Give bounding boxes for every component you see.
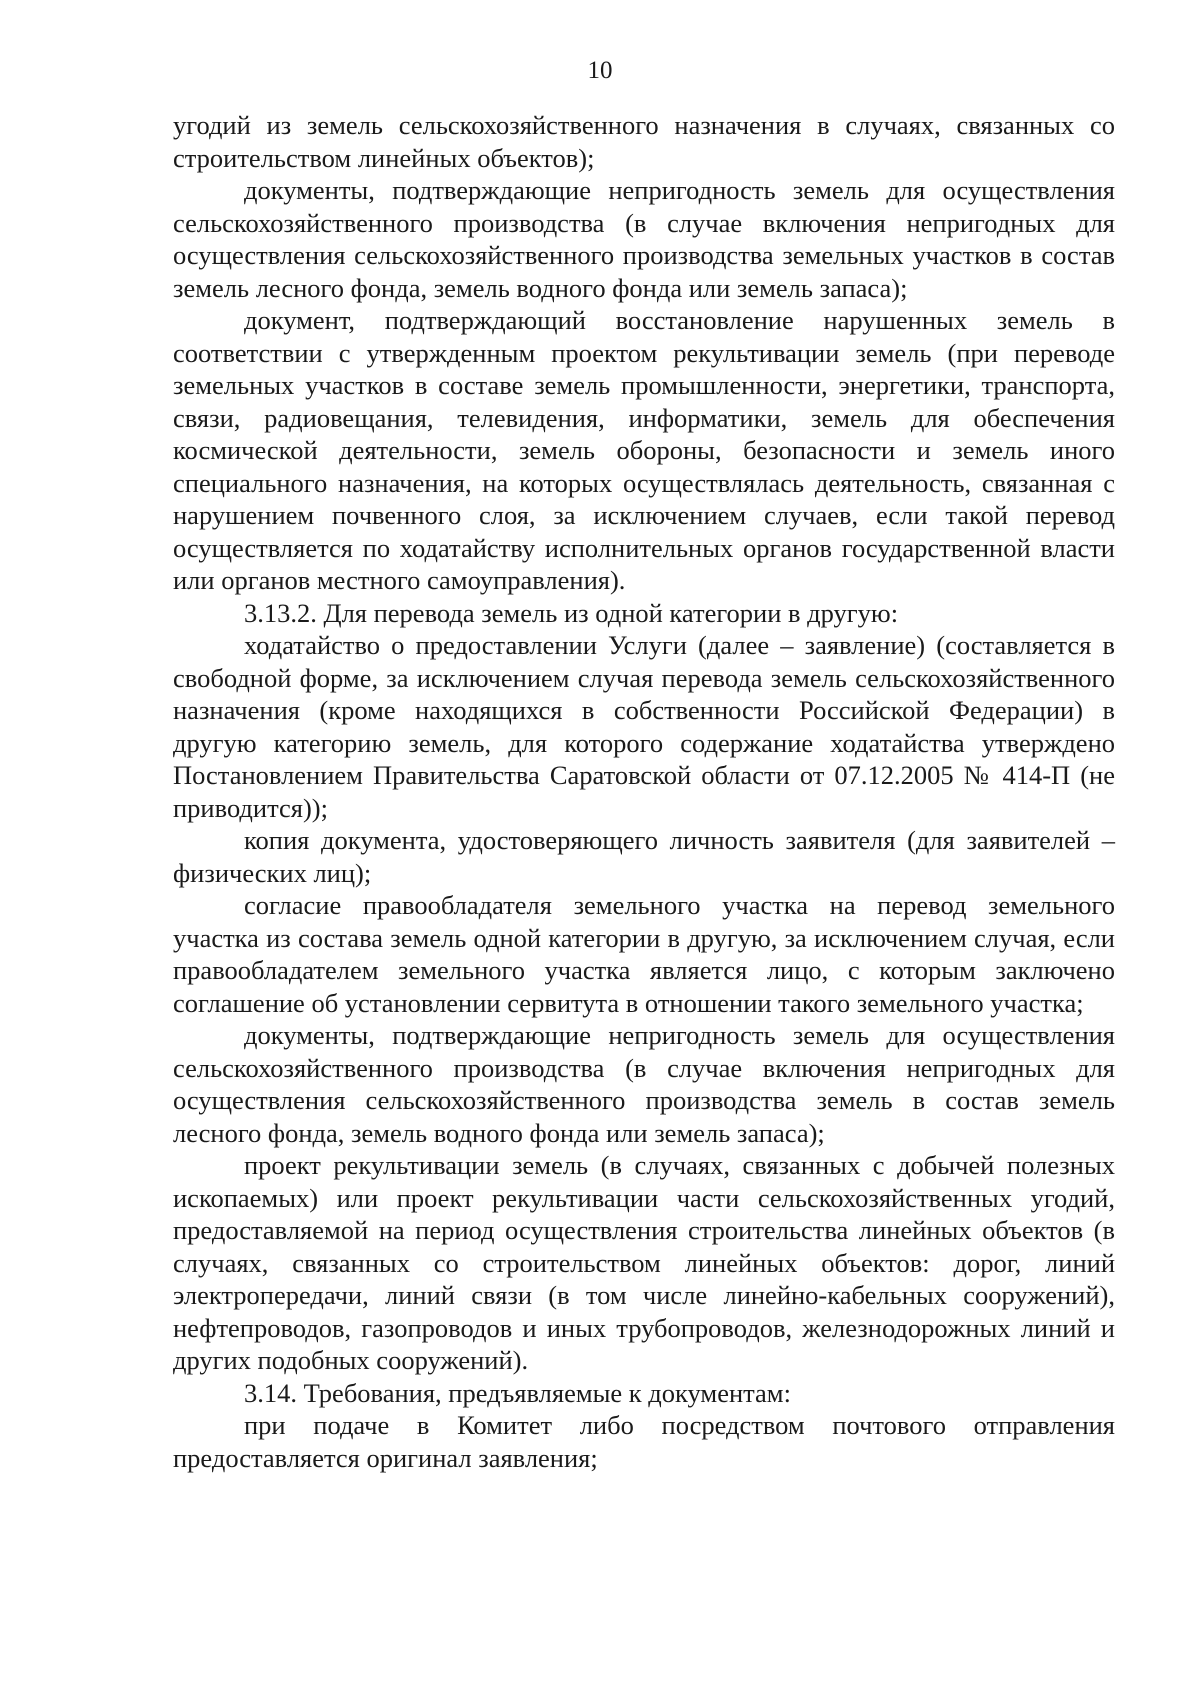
section-heading-3-14: 3.14. Требования, предъявляемые к документам: — [244, 1377, 791, 1408]
paragraph-3: документ, подтверждающий восстановление нарушенных земель в соответствии с утвержденным проектом рекультивации земель (при переводе земельных участков в составе земель промышленности, энергетики, транспорта, связи, радиовещания, телевидения, информатики, земель для обеспечения космической деятельности, земель обороны, безопасности и земель иного специального назначения, на которых осуществлялась деятельность, связанная с нарушением почвенного слоя, за исключением случаев, если такой перевод осуществляется по ходатайству исполнительных органов государственной власти или органов местного самоуправления). — [173, 305, 1115, 595]
paragraph-2: документы, подтверждающие непригодность земель для осуществления сельскохозяйственного производства (в случае включения непригодных для осуществления сельскохозяйственного производства земельных участков в состав земель лесного фонда, земель водного фонда или земель запаса); — [173, 175, 1115, 303]
paragraph-5: ходатайство о предоставлении Услуги (далее – заявление) (составляется в свободной форме, за исключением случая перевода земель сельскохозяйственного назначения (кроме находящихся в собственности Российской Федерации) в другую категорию земель, для которого содержание ходатайства утверждено Постановлением Правительства Саратовской области от 07.12.2005 № 414-П (не приводится)); — [173, 630, 1115, 823]
paragraph-1: угодий из земель сельскохозяйственного назначения в случаях, связанных со строительством линейных объектов); — [173, 110, 1115, 173]
paragraph-9: проект рекультивации земель (в случаях, связанных с добычей полезных ископаемых) или проект рекультивации части сельскохозяйственных угодий, предоставляемой на период осуществления строительства линейных объектов (в случаях, связанных со строительством линейных объектов: дорог, линий электропередачи, линий связи (в том числе линейно-кабельных сооружений), нефтепроводов, газопроводов и иных трубопроводов, железнодорожных линий и других подобных сооружений). — [173, 1150, 1115, 1375]
document-body — [173, 109, 1115, 1474]
page-number: 10 — [587, 57, 613, 84]
paragraph-7: согласие правообладателя земельного участка на перевод земельного участка из состава земель одной категории в другую, за исключением случая, если правообладателем земельного участка является лицо, с которым заключено соглашение об установлении сервитута в отношении такого земельного участка; — [173, 890, 1115, 1018]
paragraph-8: документы, подтверждающие непригодность земель для осуществления сельскохозяйственного производства (в случае включения непригодных для осуществления сельскохозяйственного производства земель в состав земель лесного фонда, земель водного фонда или земель запаса); — [173, 1020, 1115, 1148]
paragraph-6: копия документа, удостоверяющего личность заявителя (для заявителей – физических лиц); — [173, 825, 1115, 888]
section-heading-3-13-2: 3.13.2. Для перевода земель из одной категории в другую: — [244, 597, 899, 628]
paragraph-11: при подаче в Комитет либо посредством почтового отправления предоставляется оригинал заявления; — [173, 1410, 1115, 1473]
